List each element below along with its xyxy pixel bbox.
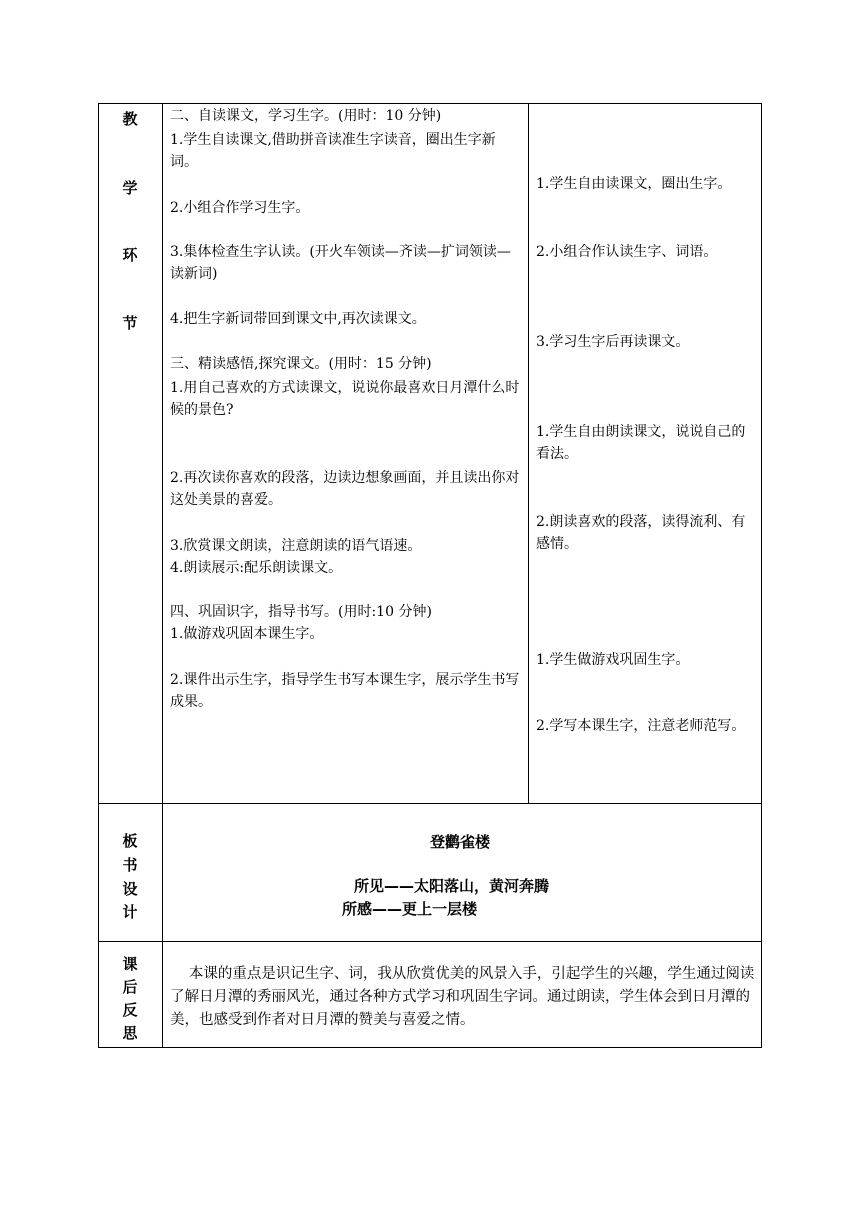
section-label-char: 设 [122, 880, 138, 898]
section-label-char: 计 [122, 903, 138, 921]
section-label-char: 节 [122, 314, 138, 332]
teacher-line: 2.小组合作学习生字。 [170, 200, 310, 216]
teacher-line: 2.课件出示生字，指导学生书写本课生字，展示学生书写成果。 [170, 672, 520, 710]
board-line-seen: 所见——太阳落山，黄河奔腾 [354, 877, 550, 895]
teacher-line: 四、巩固识字，指导书写。(用时:10 分钟) [170, 604, 432, 620]
section-label-char: 后 [122, 978, 138, 996]
label-column-divider [162, 103, 163, 1048]
section-label-char: 教 [122, 110, 138, 128]
reflection-text: 本课的重点是识记生字、词，我从欣赏优美的风景入手，引起学生的兴趣，学生通过阅读了解日月潭的秀丽风光，通过各种方式学习和巩固生字词。通过朗读，学生体会到日月潭的美，也感受到作者对日月潭的赞美与喜爱之情。 [170, 966, 755, 1028]
section-label-char: 书 [122, 856, 138, 874]
teacher-line: 4.把生字新词带回到课文中,再次读课文。 [170, 311, 426, 327]
table-border-top [98, 103, 762, 104]
teacher-line: 1.学生自读课文,借助拼音读准生字读音，圈出生字新词。 [170, 132, 496, 170]
teacher-line: 3.欣赏课文朗读，注意朗读的语气语速。 [170, 538, 422, 554]
student-line: 2.学写本课生字，注意老师范写。 [536, 718, 746, 734]
row-divider-2 [98, 941, 762, 942]
section-label-char: 反 [122, 1001, 138, 1019]
section-label-char: 板 [122, 832, 138, 850]
teacher-line: 2.再次读你喜欢的段落，边读边想象画面，并且读出你对这处美景的喜爱。 [170, 470, 520, 508]
student-line: 1.学生自由读课文，圈出生字。 [536, 176, 732, 192]
section-label-char: 环 [122, 246, 138, 264]
section-label-char: 学 [122, 179, 138, 197]
student-line: 1.学生做游戏巩固生字。 [536, 652, 690, 668]
teacher-line: 4.朗读展示:配乐朗读课文。 [170, 560, 343, 576]
teacher-line: 三、精读感悟,探究课文。(用时：15 分钟) [170, 356, 432, 372]
student-line: 2.朗读喜欢的段落，读得流利、有感情。 [536, 514, 746, 552]
student-line: 3.学习生字后再读课文。 [536, 334, 690, 350]
section-label-char: 课 [122, 955, 138, 973]
table-border-right [761, 103, 762, 1048]
teacher-line: 3.集体检查生字认读。(开火车领读—齐读—扩词领读—读新词) [170, 244, 511, 282]
student-line: 1.学生自由朗读课文，说说自己的看法。 [536, 424, 746, 462]
lesson-plan-table [98, 103, 762, 1048]
board-line-felt: 所感——更上一层楼 [342, 900, 478, 918]
teacher-line: 二、自读课文，学习生字。(用时：10 分钟) [170, 108, 442, 124]
board-title: 登鹳雀楼 [430, 833, 491, 851]
teacher-line: 1.做游戏巩固本课生字。 [170, 626, 324, 642]
teacher-line: 1.用自己喜欢的方式读课文，说说你最喜欢日月潭什么时候的景色? [170, 380, 520, 418]
student-line: 2.小组合作认读生字、词语。 [536, 244, 718, 260]
section-label-char: 思 [122, 1024, 138, 1042]
row-divider-1 [98, 803, 762, 804]
student-column-divider [528, 103, 529, 803]
table-border-bottom [98, 1047, 762, 1048]
